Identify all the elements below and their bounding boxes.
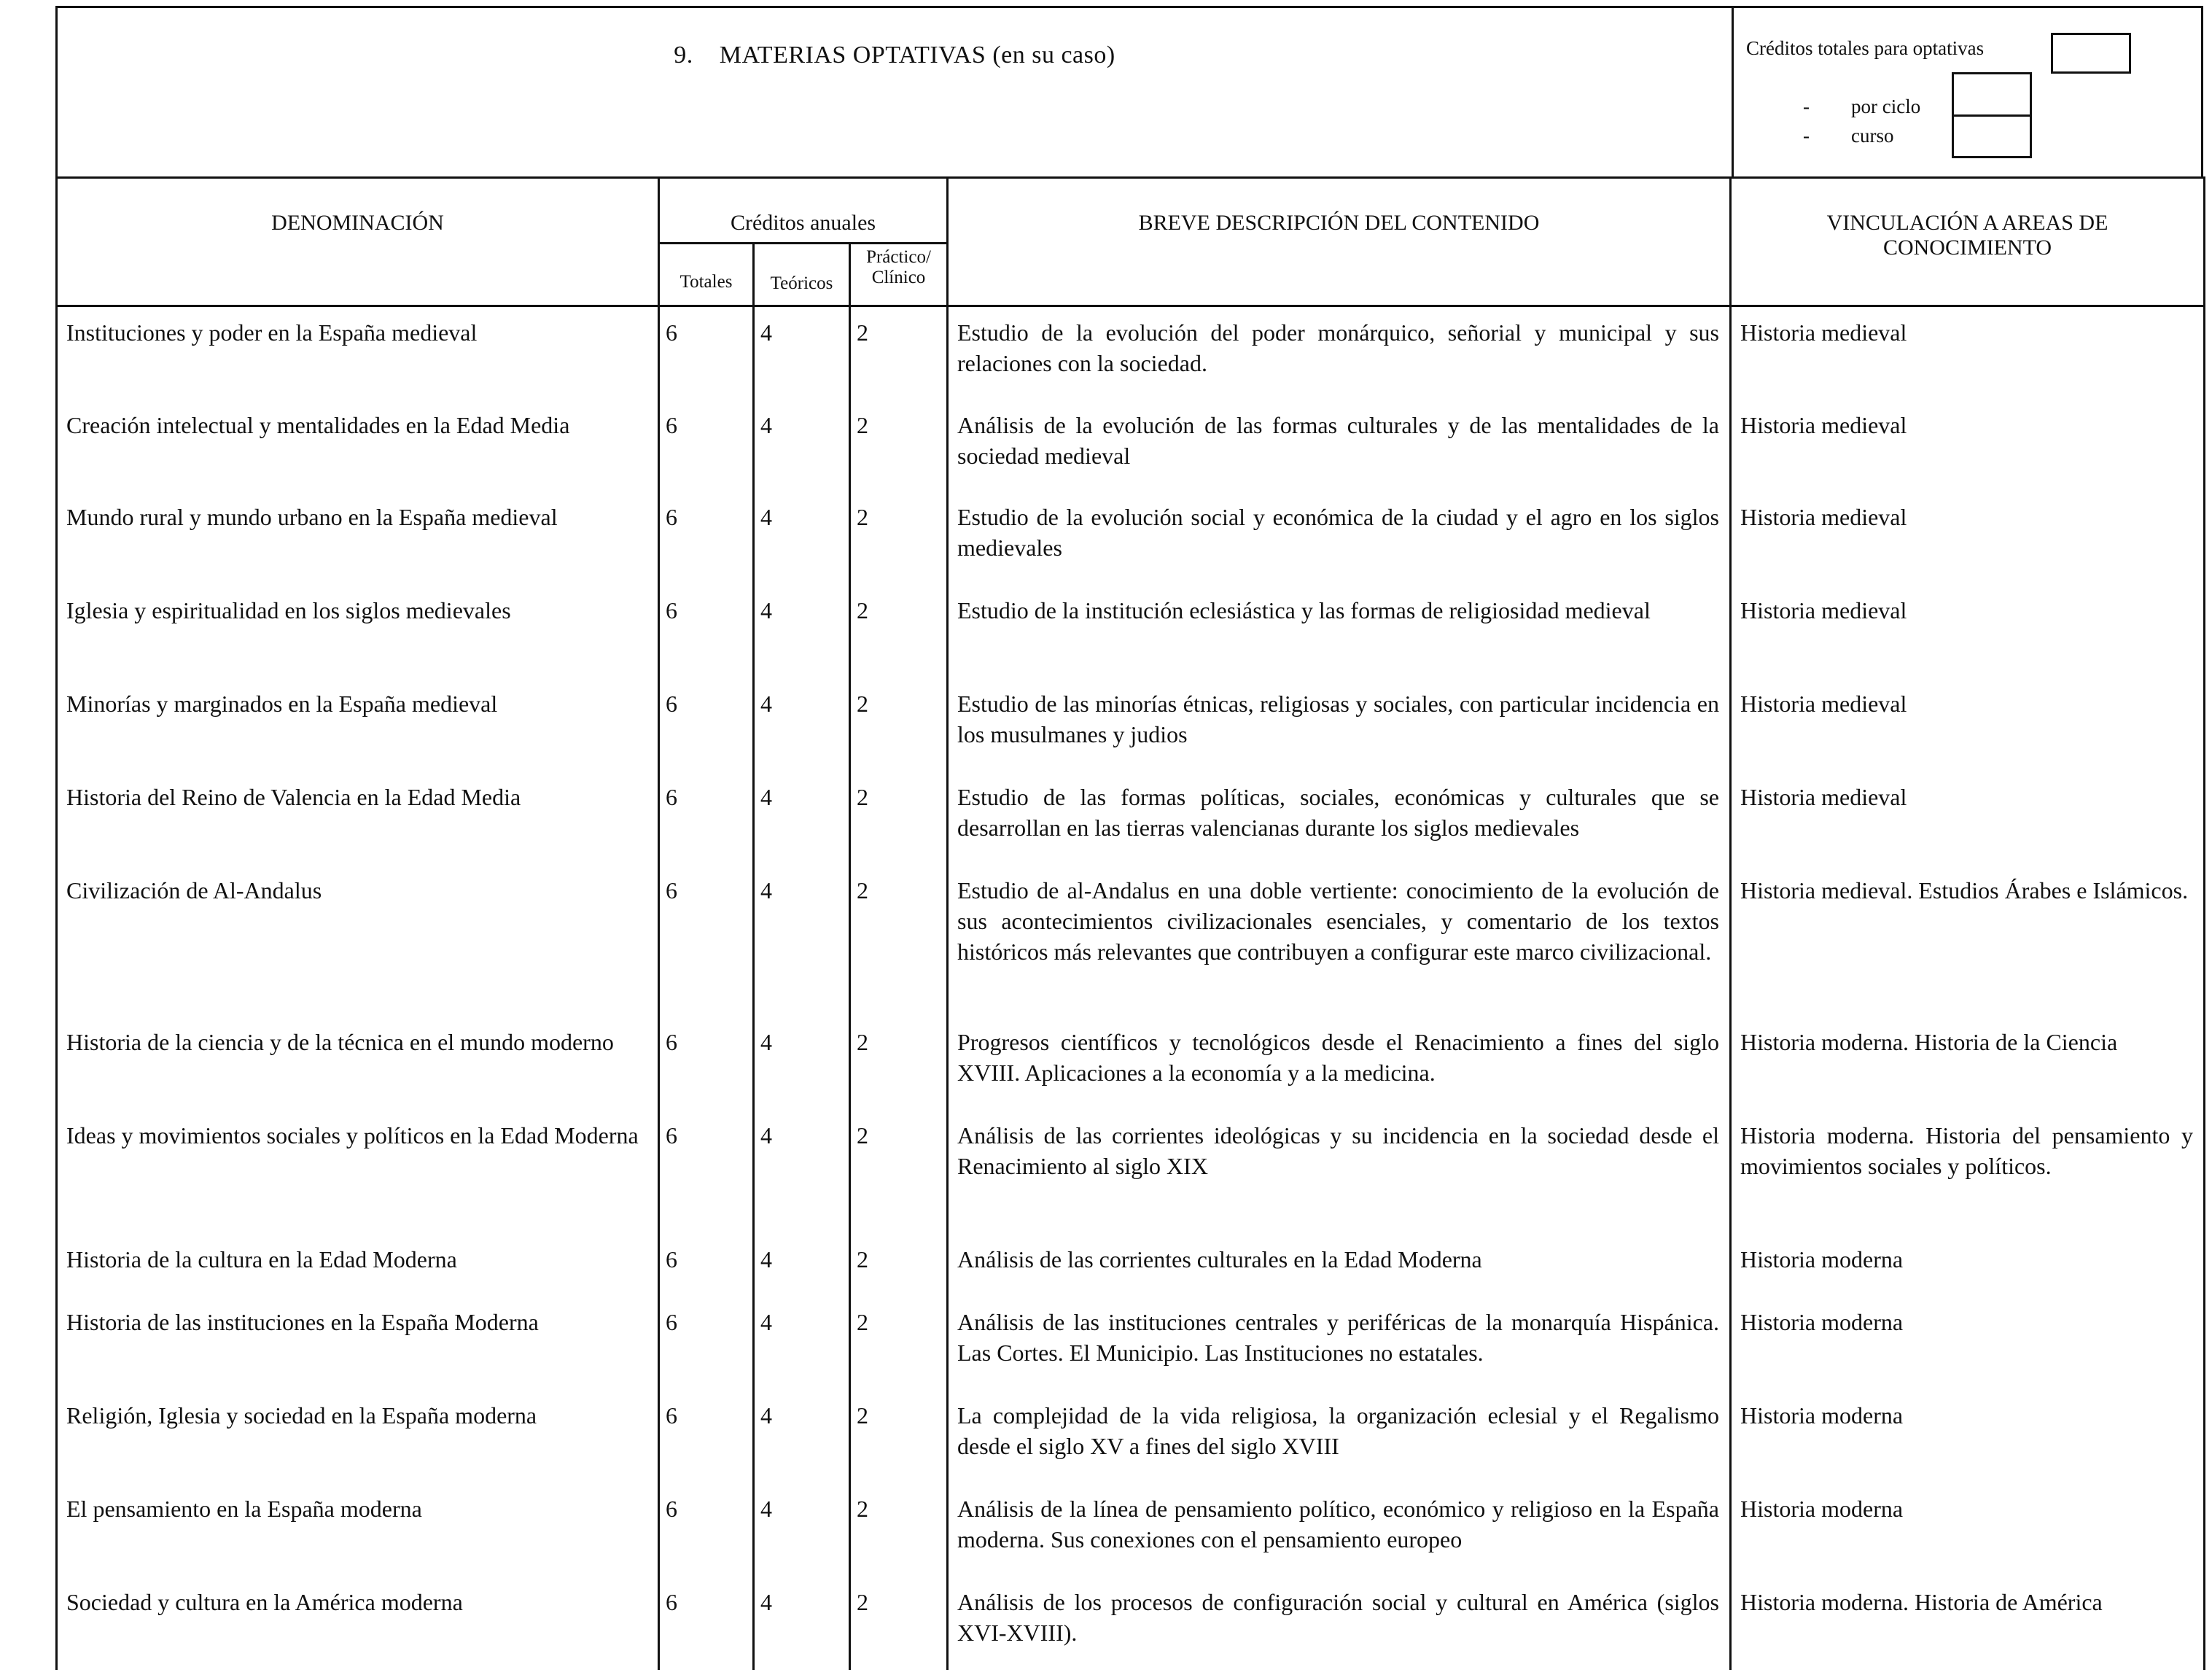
subject-description: Análisis de las corrientes culturales en la Edad Moderna	[948, 1234, 1731, 1297]
col-totales: Totales	[659, 244, 754, 306]
credits-practicos: 2	[850, 865, 948, 1017]
credits-totales: 6	[659, 306, 754, 400]
table-row	[57, 306, 2205, 400]
table-row	[57, 1577, 2205, 1670]
table-row	[57, 1234, 2205, 1297]
subject-description: Estudio de la evolución del poder monárquico, señorial y municipal y sus relaciones con la sociedad.	[948, 306, 1731, 400]
subject-description: Estudio de al-Andalus en una doble vertiente: conocimiento de la evolución de sus acontecimientos civilizacionales esenciales, y comentario de los textos históricos más relevantes que contribuyen a configurar este marco civilizacional.	[948, 865, 1731, 1017]
subject-name: Creación intelectual y mentalidades en la Edad Media	[57, 400, 659, 491]
credits-totales: 6	[659, 585, 754, 678]
credits-teoricos: 4	[754, 1390, 850, 1483]
col-creditos-anuales: Créditos anuales	[659, 178, 948, 244]
table-row	[57, 772, 2205, 865]
knowledge-area: Historia medieval	[1731, 306, 2205, 400]
subject-description: Análisis de la evolución de las formas culturales y de las mentalidades de la sociedad medieval	[948, 400, 1731, 491]
subject-description: Progresos científicos y tecnológicos desde el Renacimiento a fines del siglo XVIII. Aplicaciones a la economía y a la medicina.	[948, 1017, 1731, 1110]
table-row	[57, 585, 2205, 678]
subject-name: Historia de las instituciones en la España Moderna	[57, 1297, 659, 1390]
section-header	[55, 6, 2203, 176]
credits-teoricos: 4	[754, 1110, 850, 1234]
knowledge-area: Historia medieval	[1731, 772, 2205, 865]
header-divider	[1732, 8, 1734, 179]
credits-teoricos: 4	[754, 865, 850, 1017]
section-number: 9.	[674, 42, 693, 69]
table-row	[57, 1017, 2205, 1110]
credits-teoricos: 4	[754, 1234, 850, 1297]
knowledge-area: Historia moderna	[1731, 1297, 2205, 1390]
subject-name: El pensamiento en la España moderna	[57, 1483, 659, 1577]
credits-teoricos: 4	[754, 1017, 850, 1110]
knowledge-area: Historia moderna. Historia de América	[1731, 1577, 2205, 1670]
document-page	[55, 6, 2203, 1661]
credits-total-label: Créditos totales para optativas	[1746, 37, 1985, 59]
credits-practicos: 2	[850, 585, 948, 678]
subject-description: Análisis de las corrientes ideológicas y su incidencia en la sociedad desde el Renacimiento al siglo XIX	[948, 1110, 1731, 1234]
credits-practicos: 2	[850, 400, 948, 491]
section-title	[58, 42, 1732, 69]
knowledge-area: Historia medieval	[1731, 585, 2205, 678]
credits-totales: 6	[659, 1577, 754, 1670]
col-practico: Práctico/ Clínico	[850, 244, 948, 306]
col-teoricos: Teóricos	[754, 244, 850, 306]
credits-practicos: 2	[850, 1017, 948, 1110]
subject-name: Civilización de Al-Andalus	[57, 865, 659, 1017]
credits-practicos: 2	[850, 1483, 948, 1577]
subject-name: Historia de la cultura en la Edad Moderna	[57, 1234, 659, 1297]
optional-subjects-table	[55, 176, 2205, 1670]
credits-totales: 6	[659, 1234, 754, 1297]
credits-teoricos: 4	[754, 306, 850, 400]
knowledge-area: Historia moderna	[1731, 1390, 2205, 1483]
per-cycle-label: por ciclo	[1851, 96, 1921, 117]
per-cycle-bullet: -	[1803, 96, 1810, 117]
knowledge-area: Historia medieval	[1731, 491, 2205, 585]
subject-name: Minorías y marginados en la España medieval	[57, 678, 659, 772]
credits-totales: 6	[659, 772, 754, 865]
table-body	[57, 306, 2205, 1670]
knowledge-area: Historia moderna	[1731, 1483, 2205, 1577]
per-course-label: curso	[1851, 125, 1894, 147]
table-row	[57, 678, 2205, 772]
credits-teoricos: 4	[754, 400, 850, 491]
subject-name: Sociedad y cultura en la América moderna	[57, 1577, 659, 1670]
subject-name: Ideas y movimientos sociales y políticos en la Edad Moderna	[57, 1110, 659, 1234]
credits-practicos: 2	[850, 772, 948, 865]
col-denominacion: DENOMINACIÓN	[57, 178, 659, 306]
credits-practicos: 2	[850, 306, 948, 400]
credits-totales: 6	[659, 1297, 754, 1390]
credits-practicos: 2	[850, 1110, 948, 1234]
credits-teoricos: 4	[754, 1297, 850, 1390]
credits-totales: 6	[659, 1483, 754, 1577]
credits-teoricos: 4	[754, 678, 850, 772]
subject-description: Análisis de las instituciones centrales y periféricas de la monarquía Hispánica. Las Cortes. El Municipio. Las Instituciones no estatales.	[948, 1297, 1731, 1390]
subject-description: Estudio de las formas políticas, sociales, económicas y culturales que se desarrollan en las tierras valencianas durante los siglos medievales	[948, 772, 1731, 865]
table-row	[57, 1297, 2205, 1390]
table-row	[57, 1110, 2205, 1234]
table-row	[57, 400, 2205, 491]
credits-teoricos: 4	[754, 585, 850, 678]
credits-practicos: 2	[850, 1297, 948, 1390]
knowledge-area: Historia medieval	[1731, 400, 2205, 491]
credits-totales: 6	[659, 1017, 754, 1110]
table-row	[57, 1483, 2205, 1577]
knowledge-area: Historia medieval	[1731, 678, 2205, 772]
section-title-text: MATERIAS OPTATIVAS (en su caso)	[719, 42, 1115, 69]
subject-description: Estudio de la evolución social y económica de la ciudad y el agro en los siglos medievales	[948, 491, 1731, 585]
subject-description: Estudio de las minorías étnicas, religiosas y sociales, con particular incidencia en los musulmanes y judios	[948, 678, 1731, 772]
subject-name: Religión, Iglesia y sociedad en la España moderna	[57, 1390, 659, 1483]
credits-totales: 6	[659, 491, 754, 585]
credits-teoricos: 4	[754, 491, 850, 585]
knowledge-area: Historia medieval. Estudios Árabes e Islámicos.	[1731, 865, 2205, 1017]
knowledge-area: Historia moderna	[1731, 1234, 2205, 1297]
subject-name: Iglesia y espiritualidad en los siglos medievales	[57, 585, 659, 678]
credits-totales: 6	[659, 865, 754, 1017]
table-row	[57, 491, 2205, 585]
knowledge-area: Historia moderna. Historia del pensamiento y movimientos sociales y políticos.	[1731, 1110, 2205, 1234]
subject-name: Historia del Reino de Valencia en la Edad Media	[57, 772, 659, 865]
credits-total-box[interactable]	[2051, 33, 2131, 74]
subject-description: Estudio de la institución eclesiástica y las formas de religiosidad medieval	[948, 585, 1731, 678]
subject-description: La complejidad de la vida religiosa, la organización eclesial y el Regalismo desde el siglo XV a fines del siglo XVIII	[948, 1390, 1731, 1483]
table-row	[57, 1390, 2205, 1483]
credits-totales: 6	[659, 400, 754, 491]
credits-teoricos: 4	[754, 772, 850, 865]
credits-totales: 6	[659, 678, 754, 772]
subject-name: Mundo rural y mundo urbano en la España medieval	[57, 491, 659, 585]
credits-practicos: 2	[850, 491, 948, 585]
subject-name: Historia de la ciencia y de la técnica en el mundo moderno	[57, 1017, 659, 1110]
knowledge-area: Historia moderna. Historia de la Ciencia	[1731, 1017, 2205, 1110]
credits-practicos: 2	[850, 1390, 948, 1483]
credits-teoricos: 4	[754, 1577, 850, 1670]
credits-teoricos: 4	[754, 1483, 850, 1577]
credits-practicos: 2	[850, 1577, 948, 1670]
credits-totales: 6	[659, 1390, 754, 1483]
col-vinculacion: VINCULACIÓN A AREAS DE CONOCIMIENTO	[1731, 178, 2205, 306]
col-descripcion: BREVE DESCRIPCIÓN DEL CONTENIDO	[948, 178, 1731, 306]
credits-totales: 6	[659, 1110, 754, 1234]
credits-practicos: 2	[850, 678, 948, 772]
subject-description: Análisis de la línea de pensamiento político, económico y religioso en la España moderna. Sus conexiones con el pensamiento europeo	[948, 1483, 1731, 1577]
per-course-bullet: -	[1803, 125, 1810, 147]
subject-description: Análisis de los procesos de configuración social y cultural en América (siglos XVI-XVIII).	[948, 1577, 1731, 1670]
table-row	[57, 865, 2205, 1017]
subject-name: Instituciones y poder en la España medieval	[57, 306, 659, 400]
credits-practicos: 2	[850, 1234, 948, 1297]
box-divider	[1952, 114, 2032, 117]
